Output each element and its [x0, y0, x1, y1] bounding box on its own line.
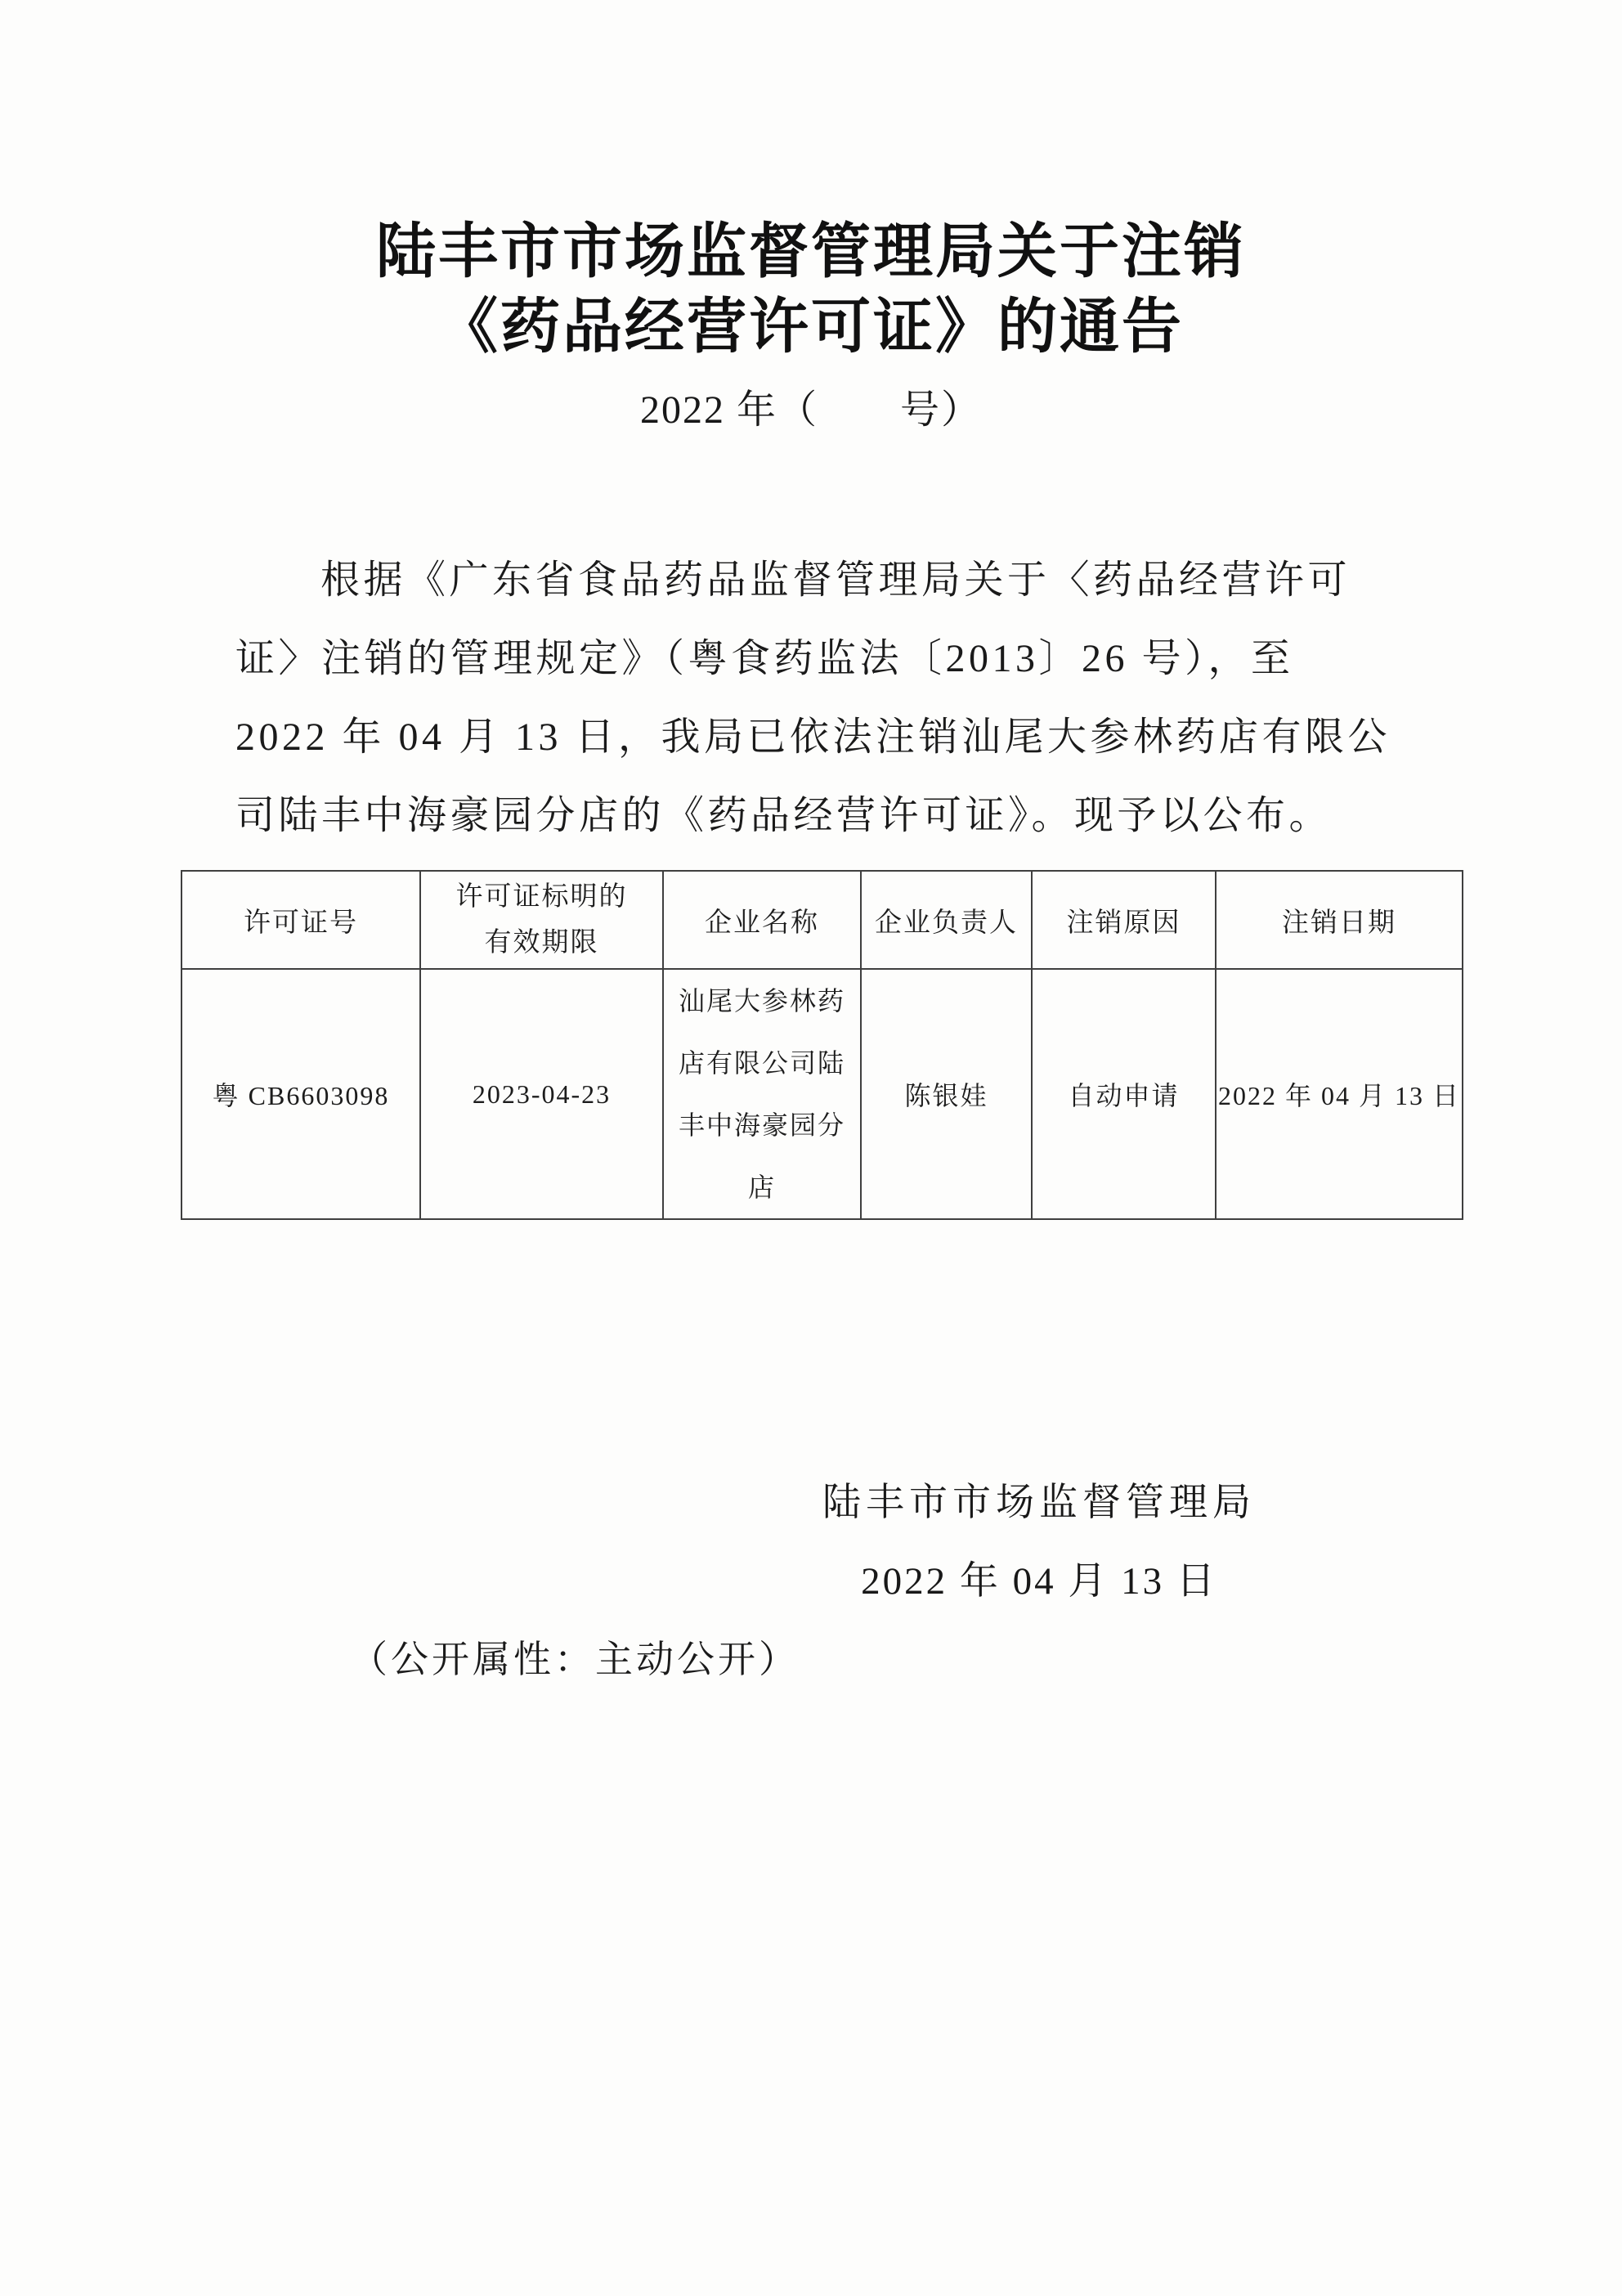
- signature-date: 2022 年 04 月 13 日: [861, 1560, 1217, 1603]
- body-paragraph: [235, 541, 1393, 855]
- cell-validity-period: 2023-04-23: [420, 969, 663, 1219]
- table-row: [181, 969, 1463, 1219]
- cell-revocation-reason: 自动申请: [1032, 969, 1216, 1219]
- signature-block: [456, 1464, 1622, 1621]
- table-header-row: [181, 871, 1463, 969]
- title-line-1: 陆丰市市场监督管理局关于注销: [376, 218, 1246, 285]
- body-line-3: 2022 年 04 月 13 日，我局已依法注销汕尾大参林药店有限公: [235, 715, 1391, 759]
- col-header-revocation-date: 注销日期: [1216, 871, 1463, 969]
- col-header-validity-line-1: 许可证标明的: [455, 882, 628, 912]
- body-line-1: 根据《广东省食品药品监督管理局关于〈药品经营许可: [320, 558, 1351, 602]
- col-header-revocation-reason: 注销原因: [1032, 871, 1216, 969]
- col-header-company-name: 企业名称: [663, 871, 861, 969]
- body-line-2: 证〉注销的管理规定》（粤食药监法〔2013〕26 号），至: [235, 637, 1294, 680]
- document-number: 2022 年（ 号）: [639, 388, 982, 432]
- cell-license-number: 粤 CB6603098: [181, 969, 420, 1219]
- cell-company-name: [663, 969, 861, 1219]
- cell-revocation-date: 2022 年 04 月 13 日: [1216, 969, 1463, 1219]
- cell-person-in-charge: 陈银娃: [861, 969, 1032, 1219]
- document-title: [0, 0, 1622, 365]
- col-header-validity-period: [420, 871, 663, 969]
- license-revocation-table: [181, 870, 1463, 1220]
- col-header-license-number: 许可证号: [181, 871, 420, 969]
- body-line-4: 司陆丰中海豪园分店的《药品经营许可证》。现予以公布。: [235, 794, 1333, 837]
- col-header-validity-line-2: 有效期限: [484, 928, 599, 957]
- publicity-attribute-note: （公开属性：主动公开）: [350, 1639, 800, 1680]
- title-line-2: 《药品经营许可证》的通告: [438, 294, 1184, 360]
- company-name-text: 汕尾大参林药店有限公司陆丰中海豪园分店: [678, 986, 845, 1202]
- col-header-person-in-charge: 企业负责人: [861, 871, 1032, 969]
- signature-organization: 陆丰市市场监督管理局: [822, 1482, 1256, 1524]
